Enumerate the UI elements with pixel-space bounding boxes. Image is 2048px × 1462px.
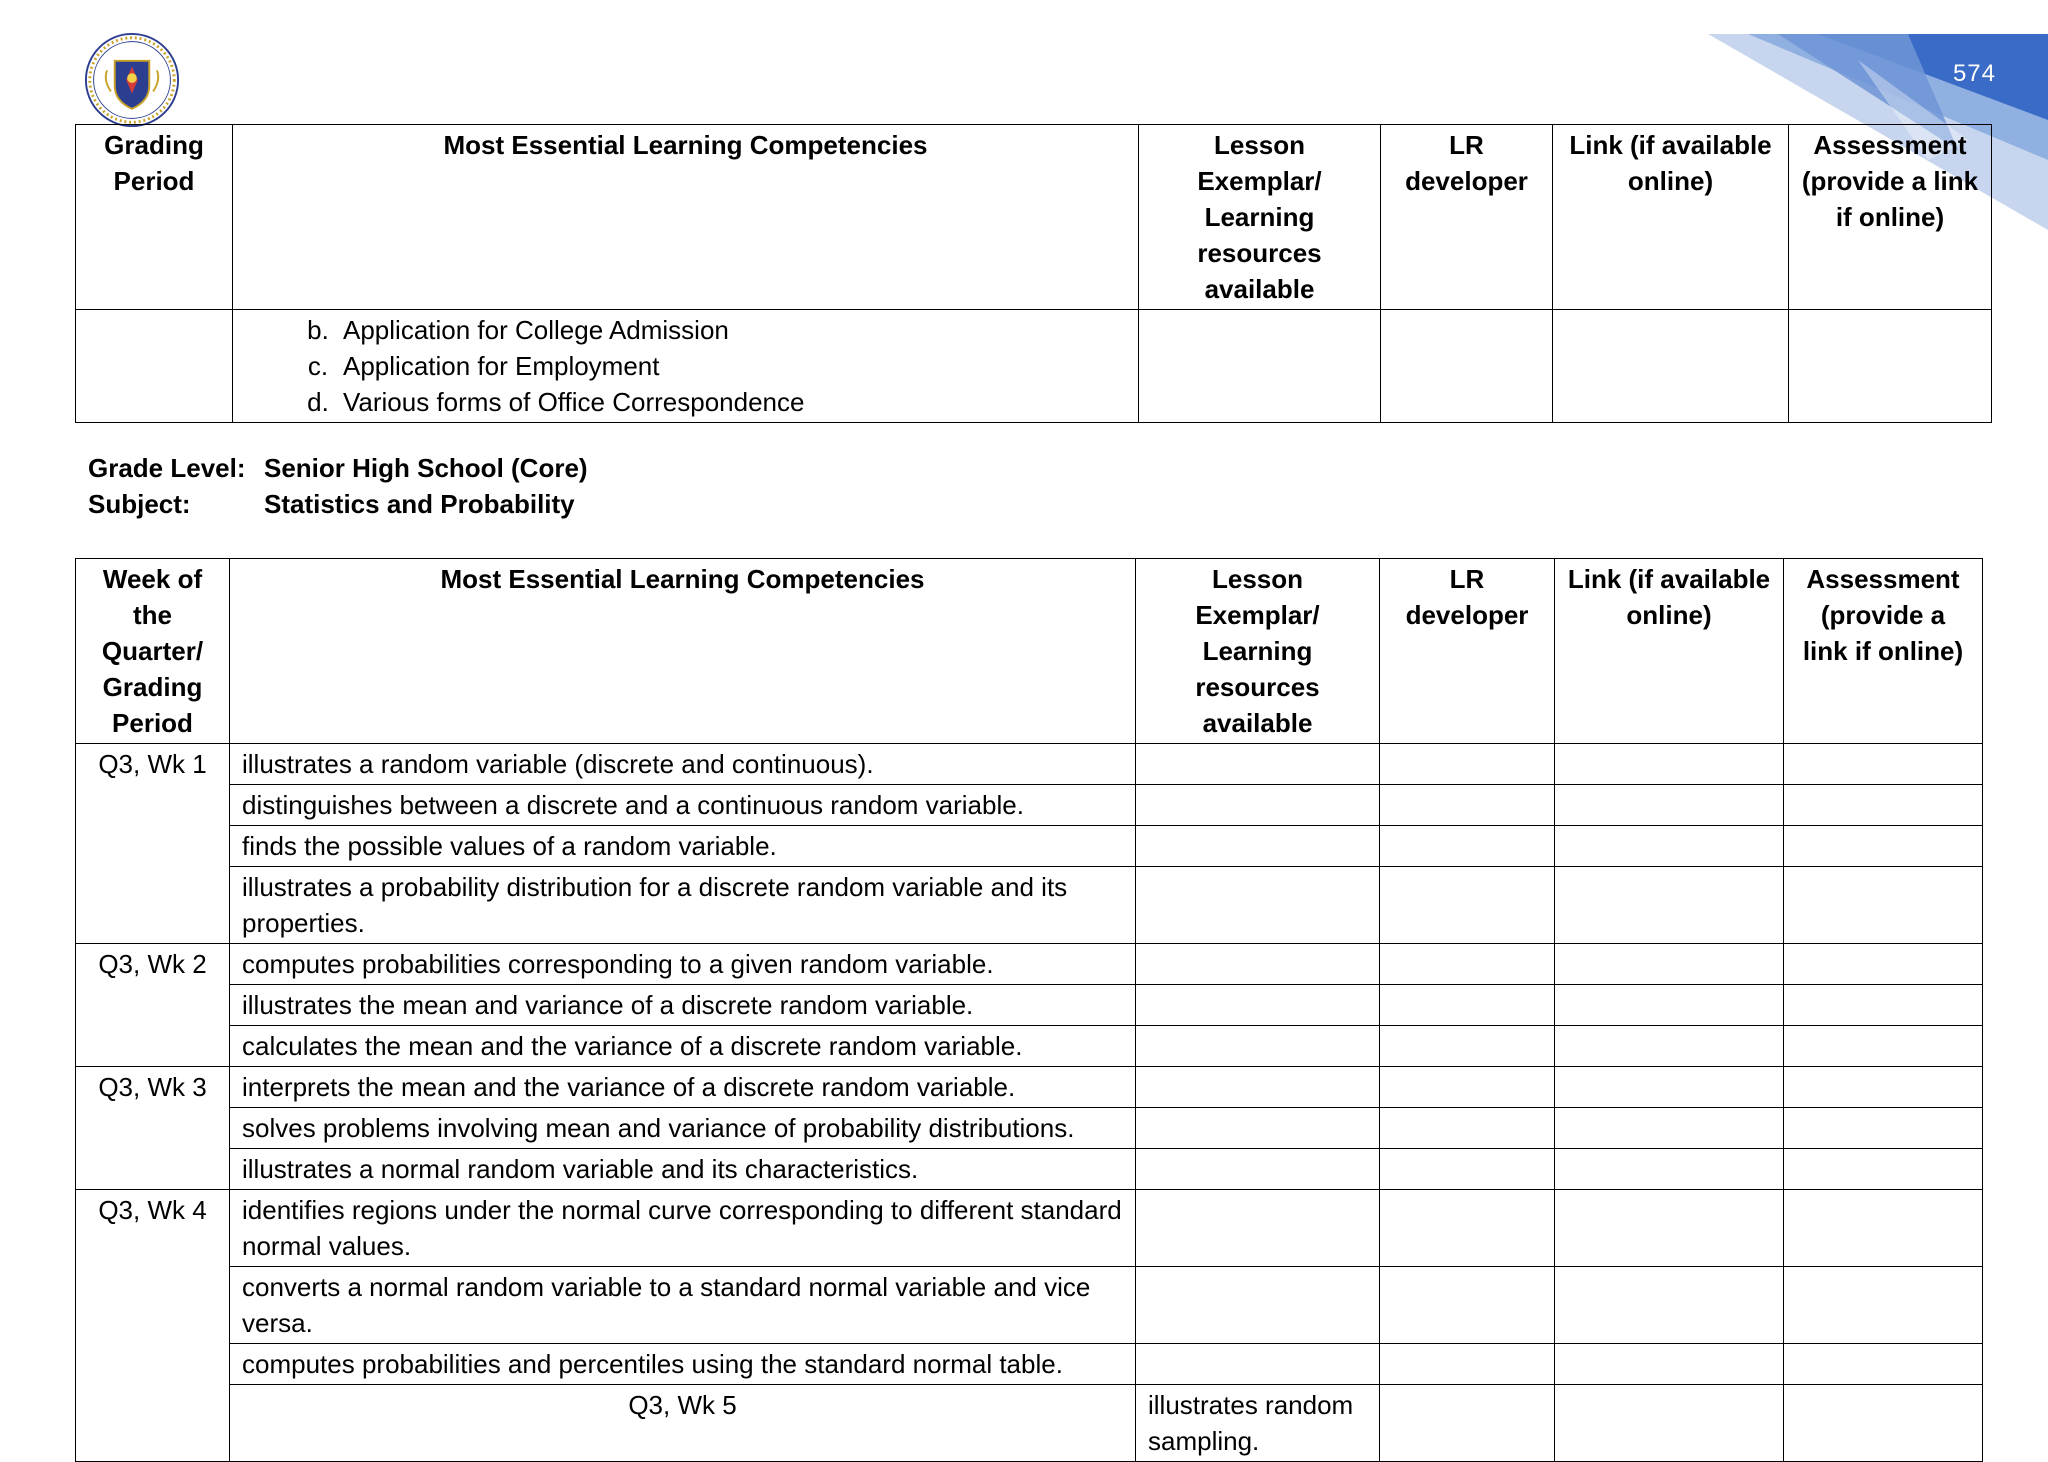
competency-cell: illustrates a probability distribution for a discrete random variable and its properties. <box>230 867 1136 944</box>
table-row <box>76 1385 1983 1462</box>
competency-cell: calculates the mean and the variance of a discrete random variable. <box>230 1026 1136 1067</box>
header-lr-developer: LR developer <box>1380 559 1555 744</box>
deped-seal-icon <box>84 32 180 128</box>
lr-developer-cell <box>1380 785 1555 826</box>
statistics-competency-table <box>75 558 1983 1462</box>
table-body <box>76 744 1983 1462</box>
assessment-cell <box>1784 785 1983 826</box>
lesson-exemplar-cell <box>1136 1026 1380 1067</box>
assessment-cell <box>1784 1190 1983 1267</box>
header-competencies: Most Essential Learning Competencies <box>230 559 1136 744</box>
link-cell <box>1555 826 1784 867</box>
competency-cell: illustrates the mean and variance of a discrete random variable. <box>230 985 1136 1026</box>
table-row <box>76 985 1983 1026</box>
table-row <box>76 1344 1983 1385</box>
table-row <box>76 1108 1983 1149</box>
assessment-cell <box>1784 985 1983 1026</box>
assessment-cell <box>1784 1067 1983 1108</box>
list-item: b. Application for College Admission <box>307 315 729 345</box>
assessment-cell <box>1784 1344 1983 1385</box>
grade-level-value: Senior High School (Core) <box>264 453 588 483</box>
list-item: d. Various forms of Office Correspondence <box>307 387 805 417</box>
competency-cell: interprets the mean and the variance of a discrete random variable. <box>230 1067 1136 1108</box>
assessment-cell <box>1784 826 1983 867</box>
lr-developer-cell <box>1555 1385 1784 1462</box>
lr-developer-cell <box>1380 985 1555 1026</box>
link-cell <box>1555 985 1784 1026</box>
header-lesson-exemplar: Lesson Exemplar/ Learning resources available <box>1139 125 1381 310</box>
link-cell <box>1555 785 1784 826</box>
lesson-exemplar-cell <box>1380 1385 1555 1462</box>
competency-cell: illustrates random sampling. <box>1136 1385 1380 1462</box>
link-cell <box>1555 944 1784 985</box>
subject-value: Statistics and Probability <box>264 489 575 519</box>
assessment-cell <box>1784 1149 1983 1190</box>
lr-developer-cell <box>1380 1067 1555 1108</box>
week-cell: Q3, Wk 1 <box>76 744 230 944</box>
lesson-exemplar-cell <box>1136 1190 1380 1267</box>
competency-cell: solves problems involving mean and variance of probability distributions. <box>230 1108 1136 1149</box>
competency-cell: identifies regions under the normal curve corresponding to different standard normal values. <box>230 1190 1136 1267</box>
header-link: Link (if available online) <box>1555 559 1784 744</box>
competency-cell: computes probabilities corresponding to a given random variable. <box>230 944 1136 985</box>
week-cell: Q3, Wk 5 <box>230 1385 1136 1462</box>
lr-developer-cell <box>1380 826 1555 867</box>
link-cell <box>1555 867 1784 944</box>
link-cell <box>1553 310 1789 423</box>
lr-developer-cell <box>1380 744 1555 785</box>
link-cell <box>1555 1344 1784 1385</box>
header-week: Week of the Quarter/ Grading Period <box>76 559 230 744</box>
header-lesson-exemplar: Lesson Exemplar/ Learning resources available <box>1136 559 1380 744</box>
assessment-cell <box>1784 1267 1983 1344</box>
link-cell <box>1555 1149 1784 1190</box>
lesson-exemplar-cell <box>1136 785 1380 826</box>
lesson-exemplar-cell <box>1136 744 1380 785</box>
week-cell: Q3, Wk 3 <box>76 1067 230 1190</box>
table-row <box>76 944 1983 985</box>
week-cell: Q3, Wk 2 <box>76 944 230 1067</box>
assessment-cell <box>1789 310 1992 423</box>
table-row <box>76 826 1983 867</box>
competency-cell: finds the possible values of a random variable. <box>230 826 1136 867</box>
lesson-exemplar-cell <box>1136 826 1380 867</box>
assessment-cell <box>1784 1108 1983 1149</box>
table-row <box>76 310 1992 423</box>
header-grading-period: Grading Period <box>76 125 233 310</box>
header-link: Link (if available online) <box>1553 125 1789 310</box>
competency-cell: computes probabilities and percentiles using the standard normal table. <box>230 1344 1136 1385</box>
lesson-exemplar-cell <box>1136 1067 1380 1108</box>
lesson-exemplar-cell <box>1136 985 1380 1026</box>
table-row <box>76 867 1983 944</box>
table-row <box>76 1267 1983 1344</box>
competency-cell: converts a normal random variable to a standard normal variable and vice versa. <box>230 1267 1136 1344</box>
link-cell <box>1555 1267 1784 1344</box>
course-meta <box>88 450 588 522</box>
grade-level-row <box>88 450 588 486</box>
competency-list-cell <box>233 310 1139 423</box>
list-item: c. Application for Employment <box>307 351 660 381</box>
assessment-cell <box>1784 744 1983 785</box>
competency-cell: illustrates a normal random variable and its characteristics. <box>230 1149 1136 1190</box>
lr-developer-cell <box>1380 1026 1555 1067</box>
lesson-exemplar-cell <box>1136 1344 1380 1385</box>
table-row <box>76 744 1983 785</box>
lr-developer-cell <box>1380 1149 1555 1190</box>
lr-developer-cell <box>1380 1344 1555 1385</box>
grade-level-label: Grade Level: <box>88 453 246 483</box>
subject-label: Subject: <box>88 489 191 519</box>
lr-developer-cell <box>1380 1190 1555 1267</box>
lesson-exemplar-cell <box>1136 1149 1380 1190</box>
link-cell <box>1784 1385 1983 1462</box>
assessment-cell <box>1784 944 1983 985</box>
lr-developer-cell <box>1380 944 1555 985</box>
lr-developer-cell <box>1380 867 1555 944</box>
header-lr-developer: LR developer <box>1381 125 1553 310</box>
competency-table-continued <box>75 124 1992 423</box>
subject-row <box>88 486 588 522</box>
table-row <box>76 1067 1983 1108</box>
header-assessment: Assessment (provide a link if online) <box>1784 559 1983 744</box>
lesson-exemplar-cell <box>1136 867 1380 944</box>
link-cell <box>1555 1108 1784 1149</box>
table-row <box>76 1190 1983 1267</box>
assessment-cell <box>1784 867 1983 944</box>
table-row <box>76 1149 1983 1190</box>
table-row <box>76 785 1983 826</box>
header-assessment: Assessment (provide a link if online) <box>1789 125 1992 310</box>
table-header-row <box>76 559 1983 744</box>
lesson-exemplar-cell <box>1139 310 1381 423</box>
lesson-exemplar-cell <box>1136 1267 1380 1344</box>
table-row <box>76 1026 1983 1067</box>
competency-cell: illustrates a random variable (discrete and continuous). <box>230 744 1136 785</box>
lesson-exemplar-cell <box>1136 1108 1380 1149</box>
lesson-exemplar-cell <box>1136 944 1380 985</box>
table-header-row <box>76 125 1992 310</box>
competency-cell: distinguishes between a discrete and a continuous random variable. <box>230 785 1136 826</box>
page-number: 574 <box>1952 60 1996 87</box>
week-cell: Q3, Wk 4 <box>76 1190 230 1462</box>
link-cell <box>1555 1190 1784 1267</box>
assessment-cell <box>1784 1026 1983 1067</box>
lr-developer-cell <box>1381 310 1553 423</box>
link-cell <box>1555 744 1784 785</box>
link-cell <box>1555 1067 1784 1108</box>
header-competencies: Most Essential Learning Competencies <box>233 125 1139 310</box>
link-cell <box>1555 1026 1784 1067</box>
lr-developer-cell <box>1380 1267 1555 1344</box>
lr-developer-cell <box>1380 1108 1555 1149</box>
grading-period-cell <box>76 310 233 423</box>
